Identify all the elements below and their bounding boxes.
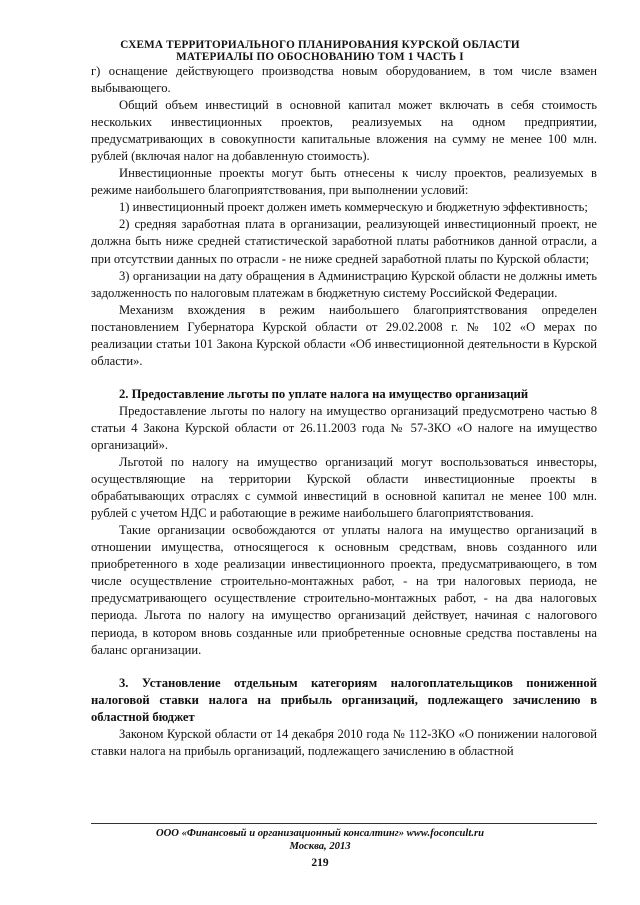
document-header-title: СХЕМА ТЕРРИТОРИАЛЬНОГО ПЛАНИРОВАНИЯ КУРСКОЙ ОБЛАСТИ [120,39,520,51]
paragraph: Льготой по налогу на имущество организаций могут воспользоваться инвесторы, осуществляющие на территории Курской области инвестиционные проекты в обрабатывающих отраслях с суммой инвестиций в основной капитал не менее 100 млн. рублей с учетом НДС и работающие в режиме наибольшего благоприятствования. [91,455,597,521]
paragraph: 3) организации на дату обращения в Администрацию Курской области не должны иметь задолженность по налоговым платежам в бюджетную систему Российской Федерации. [91,268,597,300]
footer-divider [91,823,597,824]
document-header-subtitle: МАТЕРИАЛЫ ПО ОБОСНОВАНИЮ ТОМ 1 ЧАСТЬ I [176,51,464,63]
paragraph: Такие организации освобождаются от уплаты налога на имущество организаций в отношении имущества, относящегося к основным средствам, вновь созданного или приобретенного в ходе реализации инвестиционного проекта, предусматривающего, в том числе осуществление строительно-монтажных работ, - на три налоговых периода, не предусматривающего осуществление строительно-монтажных работ, - на два налоговых периода. Льгота по налогу на имущество организаций действует, начиная с налогового периода, в котором вновь созданные или приобретенные основные средства поставлены на баланс организации. [91,523,597,657]
page-number: 219 [311,857,329,869]
paragraph: 2) средняя заработная плата в организации, реализующей инвестиционный проект, не должна быть ниже средней статистической заработной платы работников данной отрасли, а при отсутствии данных по отрасли - не ниже средней заработной платы по Курской области; [91,217,597,266]
section-heading: 2. Предоставление льготы по уплате налога на имущество организаций [119,386,529,401]
paragraph: Инвестиционные проекты могут быть отнесены к числу проектов, реализуемых в режиме наибольшего благоприятствования, при выполнении условий: [91,166,597,198]
paragraph: Предоставление льготы по налогу на имущество организаций предусмотрено частью 8 статьи 4 Закона Курской области от 26.11.2003 года № 57-ЗКО «О налоге на имущество организаций». [91,403,597,452]
footer-city-year: Москва, 2013 [289,841,351,852]
paragraph: г) оснащение действующего производства новым оборудованием, в том числе взамен выбывающего. [91,64,597,96]
paragraph: Общий объем инвестиций в основной капитал может включать в себя стоимость нескольких инвестиционных проектов, реализуемых на одном предприятии, предусматривающих в совокупности капитальные вложения на сумму не менее 100 млн. рублей (включая налог на добавленную стоимость). [91,98,597,164]
section-heading: 3. Установление отдельным категориям налогоплательщиков пониженной налоговой ставки налога на прибыль организаций, подлежащего зачислению в областной бюджет [91,675,597,724]
document-body [91,63,597,760]
footer-company: ООО «Финансовый и организационный консалтинг» www.foconcult.ru [156,828,484,839]
paragraph: 1) инвестиционный проект должен иметь коммерческую и бюджетную эффективность; [119,200,588,215]
paragraph: Механизм вхождения в режим наибольшего благоприятствования определен постановлением Губернатора Курской области от 29.02.2008 г. № 102 «О мерах по реализации статьи 101 Закона Курской области «Об инвестиционной деятельности в Курской области». [91,302,597,368]
paragraph: Законом Курской области от 14 декабря 2010 года № 112-ЗКО «О понижении налоговой ставки налога на прибыль организаций, подлежащего зачислению в областной [91,726,597,758]
